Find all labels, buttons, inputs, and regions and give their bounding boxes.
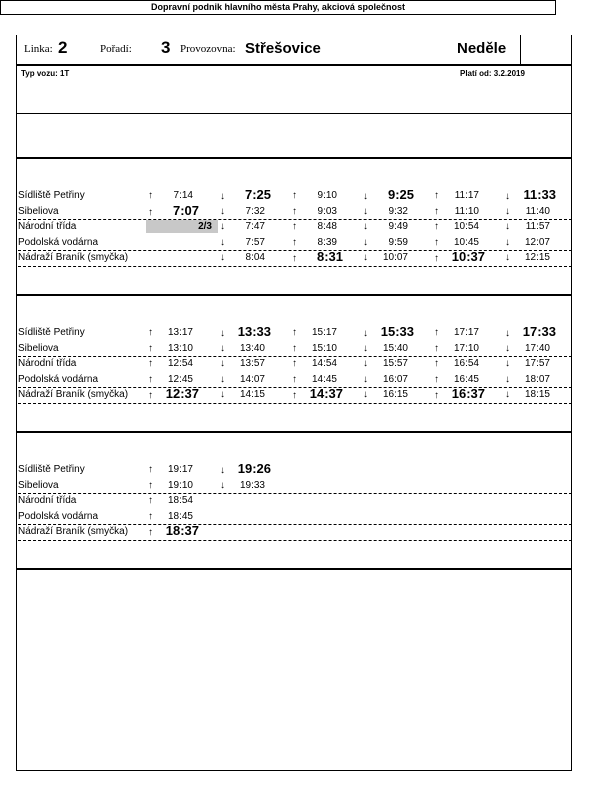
arrow-down-icon: ↓: [220, 236, 225, 248]
departure-time: 7:57: [245, 236, 265, 248]
arrow-down-icon: ↓: [363, 373, 368, 385]
departure-time: 11:57: [525, 221, 550, 232]
arrow-down-icon: ↓: [363, 328, 368, 339]
departure-time: 7:14: [173, 190, 193, 201]
arrow-up-icon: ↑: [148, 527, 153, 538]
stop-narodni-trida: Národní třída: [18, 221, 77, 232]
departure-time: 16:54: [453, 358, 479, 369]
vehicle-type: Typ vozu: 1T: [21, 69, 70, 78]
stop-narodni-trida: Národní třída: [18, 495, 77, 506]
arrow-up-icon: ↑: [434, 190, 439, 201]
arrow-down-icon: ↓: [505, 252, 510, 263]
header-divider: [520, 35, 521, 64]
departure-time: 13:40: [239, 342, 265, 354]
departure-time: 16:15: [382, 389, 408, 400]
stop-narodni-trida: Národní třída: [18, 358, 77, 369]
departure-time: 19:33: [239, 479, 265, 491]
arrow-up-icon: ↑: [434, 342, 439, 354]
departure-time: 8:31: [316, 249, 343, 264]
arrow-down-icon: ↓: [505, 358, 510, 369]
stop-sibeliova: Sibeliova: [18, 205, 59, 217]
arrow-up-icon: ↑: [148, 206, 153, 218]
departure-time: 9:32: [388, 205, 408, 217]
arrow-up-icon: ↑: [292, 190, 297, 201]
arrow-down-icon: ↓: [363, 358, 368, 369]
departure-time: 10:45: [453, 236, 479, 248]
poradi-marker: 2/3: [146, 220, 218, 233]
row-separator: [18, 493, 572, 494]
empty-section-box: [16, 569, 572, 771]
arrow-down-icon: ↓: [220, 205, 225, 217]
arrow-down-icon: ↓: [220, 342, 225, 354]
poradi-label: Pořadí:: [100, 43, 132, 55]
departure-time: 10:07: [382, 252, 408, 263]
arrow-up-icon: ↑: [434, 236, 439, 248]
arrow-up-icon: ↑: [148, 510, 153, 522]
departure-time: 9:59: [388, 236, 408, 248]
arrow-down-icon: ↓: [363, 342, 368, 354]
row-separator: [18, 403, 572, 404]
arrow-up-icon: ↑: [292, 236, 297, 248]
departure-time: 17:57: [524, 358, 550, 369]
valid-from: Platí od: 3.2.2019: [460, 69, 525, 78]
departure-time: 18:54: [167, 495, 193, 506]
arrow-up-icon: ↑: [292, 342, 297, 354]
arrow-up-icon: ↑: [148, 495, 153, 506]
stop-sibeliova: Sibeliova: [18, 342, 59, 354]
departure-time: 19:10: [167, 479, 193, 491]
departure-time: 9:03: [317, 205, 337, 217]
row-separator: [18, 387, 572, 388]
departure-time: 9:49: [388, 221, 408, 232]
stop-nadrazi-branik: Nádraží Braník (smyčka): [18, 252, 129, 263]
arrow-down-icon: ↓: [363, 389, 368, 400]
poradi-value: 3: [161, 38, 171, 57]
arrow-down-icon: ↓: [505, 191, 510, 202]
departure-time: 15:33: [380, 324, 414, 339]
row-separator: [18, 219, 572, 220]
arrow-up-icon: ↑: [434, 205, 439, 217]
arrow-down-icon: ↓: [220, 358, 225, 369]
arrow-up-icon: ↑: [292, 358, 297, 369]
departure-time: 15:17: [311, 327, 337, 338]
arrow-up-icon: ↑: [434, 390, 439, 401]
row-separator: [18, 356, 572, 357]
arrow-down-icon: ↓: [220, 373, 225, 385]
arrow-up-icon: ↑: [148, 358, 153, 369]
departure-time: 18:15: [524, 389, 550, 400]
arrow-down-icon: ↓: [363, 236, 368, 248]
arrow-up-icon: ↑: [434, 253, 439, 264]
departure-time: 8:48: [317, 221, 337, 232]
arrow-down-icon: ↓: [220, 328, 225, 339]
arrow-down-icon: ↓: [220, 465, 225, 476]
info-box: [16, 65, 572, 158]
arrow-down-icon: ↓: [363, 191, 368, 202]
day-label: Neděle: [457, 40, 507, 57]
arrow-up-icon: ↑: [148, 342, 153, 354]
arrow-up-icon: ↑: [292, 205, 297, 217]
stop-sibeliova: Sibeliova: [18, 479, 59, 491]
arrow-up-icon: ↑: [292, 253, 297, 264]
arrow-down-icon: ↓: [505, 221, 510, 232]
arrow-up-icon: ↑: [148, 190, 153, 201]
departure-time: 9:10: [317, 190, 337, 201]
departure-time: 7:25: [244, 187, 271, 202]
departure-time: 7:07: [172, 202, 199, 218]
arrow-down-icon: ↓: [505, 328, 510, 339]
arrow-down-icon: ↓: [220, 252, 225, 263]
provozovna-label: Provozovna:: [180, 43, 236, 55]
arrow-down-icon: ↓: [505, 389, 510, 400]
arrow-up-icon: ↑: [292, 390, 297, 401]
arrow-down-icon: ↓: [220, 191, 225, 202]
arrow-up-icon: ↑: [434, 221, 439, 232]
section-box: [16, 432, 572, 569]
arrow-up-icon: ↑: [292, 221, 297, 232]
company-name: Dopravní podnik hlavního města Prahy, akciová společnost: [0, 0, 556, 15]
departure-time: 16:45: [453, 373, 479, 385]
departure-time: 12:15: [524, 252, 550, 263]
departure-time: 8:04: [245, 252, 265, 263]
departure-time: 16:37: [451, 386, 485, 401]
arrow-up-icon: ↑: [148, 373, 153, 385]
departure-time: 14:15: [239, 389, 265, 400]
arrow-up-icon: ↑: [148, 464, 153, 475]
stop-nadrazi-branik: Nádraží Braník (smyčka): [18, 389, 129, 400]
departure-time: 19:26: [237, 461, 271, 476]
departure-time: 15:10: [311, 342, 337, 354]
departure-time: 7:32: [245, 205, 265, 217]
stop-podolska-vodarna: Podolská vodárna: [18, 236, 99, 248]
arrow-up-icon: ↑: [434, 327, 439, 338]
arrow-up-icon: ↑: [148, 327, 153, 338]
departure-time: 11:17: [454, 190, 479, 201]
arrow-up-icon: ↑: [292, 327, 297, 338]
arrow-up-icon: ↑: [434, 358, 439, 369]
arrow-up-icon: ↑: [148, 390, 153, 401]
arrow-down-icon: ↓: [363, 252, 368, 263]
departure-time: 14:45: [311, 373, 337, 385]
departure-time: 12:07: [524, 236, 550, 248]
departure-time: 14:37: [309, 386, 343, 401]
stop-nadrazi-branik: Nádraží Braník (smyčka): [18, 526, 129, 537]
arrow-up-icon: ↑: [434, 373, 439, 385]
departure-time: 17:33: [522, 324, 556, 339]
departure-time: 14:07: [239, 373, 265, 385]
stop-podolska-vodarna: Podolská vodárna: [18, 510, 99, 522]
arrow-down-icon: ↓: [363, 205, 368, 217]
departure-time: 13:33: [237, 324, 271, 339]
row-separator: [18, 524, 572, 525]
arrow-down-icon: ↓: [220, 221, 225, 232]
row-separator: [18, 266, 572, 267]
departure-time: 14:54: [311, 358, 337, 369]
arrow-down-icon: ↓: [220, 389, 225, 400]
linka-label: Linka:: [24, 43, 53, 55]
arrow-down-icon: ↓: [505, 236, 510, 248]
stop-sidliste-petriny: Sídliště Petřiny: [18, 190, 85, 201]
departure-time: 18:07: [524, 373, 550, 385]
departure-time: 18:37: [165, 523, 199, 538]
departure-time: 11:33: [523, 187, 556, 202]
departure-time: 10:54: [453, 221, 479, 232]
arrow-up-icon: ↑: [148, 479, 153, 491]
departure-time: 17:10: [453, 342, 479, 354]
departure-time: 10:37: [451, 249, 485, 264]
departure-time: 12:54: [167, 358, 193, 369]
departure-time: 18:45: [167, 510, 193, 522]
arrow-down-icon: ↓: [220, 479, 225, 491]
arrow-down-icon: ↓: [505, 373, 510, 385]
departure-time: 11:40: [525, 205, 550, 217]
info-divider: [17, 113, 571, 114]
arrow-down-icon: ↓: [505, 342, 510, 354]
arrow-down-icon: ↓: [363, 221, 368, 232]
departure-time: 8:39: [317, 236, 337, 248]
departure-time: 9:25: [387, 187, 414, 202]
departure-time: 11:10: [454, 205, 479, 217]
stop-sidliste-petriny: Sídliště Petřiny: [18, 327, 85, 338]
departure-time: 16:07: [382, 373, 408, 385]
departure-time: 15:40: [382, 342, 408, 354]
departure-time: 15:57: [382, 358, 408, 369]
provozovna-value: Střešovice: [245, 40, 321, 57]
departure-time: 17:17: [453, 327, 479, 338]
stop-podolska-vodarna: Podolská vodárna: [18, 373, 99, 385]
arrow-down-icon: ↓: [505, 205, 510, 217]
departure-time: 7:47: [245, 221, 265, 232]
row-separator: [18, 540, 572, 541]
departure-time: 12:37: [165, 386, 199, 401]
arrow-up-icon: ↑: [292, 373, 297, 385]
linka-value: 2: [58, 38, 68, 57]
departure-time: 13:10: [167, 342, 193, 354]
departure-time: 13:17: [167, 327, 193, 338]
departure-time: 19:17: [167, 464, 193, 475]
departure-time: 17:40: [524, 342, 550, 354]
row-separator: [18, 250, 572, 251]
departure-time: 12:45: [167, 373, 193, 385]
departure-time: 13:57: [239, 358, 265, 369]
stop-sidliste-petriny: Sídliště Petřiny: [18, 464, 85, 475]
